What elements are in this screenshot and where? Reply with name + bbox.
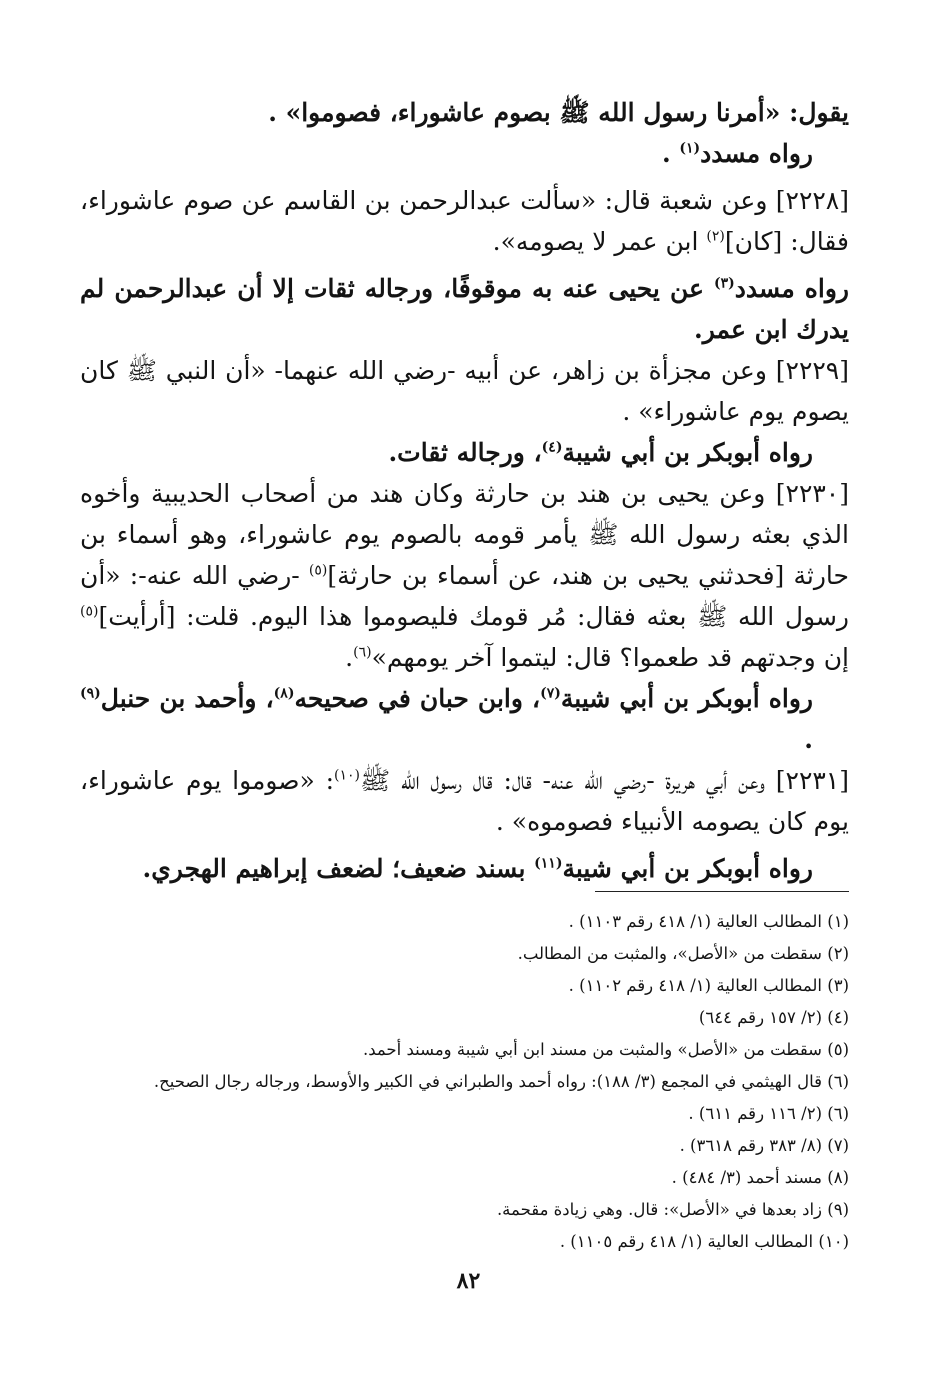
paragraph-source-2231: رواه أبوبكر بن أبي شيبة$^{(١١)}$ بسند ضعيف؛ لضعف إبراهيم الهجري.: [142, 854, 813, 883]
footnote-ref[interactable]: (١١): [534, 855, 563, 872]
footnote: (٤) (٢/ ١٥٧ رقم ٦٤٤): [698, 1008, 849, 1027]
page-number: ٨٢: [456, 1268, 481, 1294]
footnote: (٨) مسند أحمد (٣/ ٤٨٤) .: [671, 1168, 849, 1187]
footnote: (٧) (٨/ ٣٨٣ رقم ٣٦١٨) .: [679, 1136, 849, 1155]
main-text: [80, 92, 849, 889]
hadith-2229: [٢٢٢٩] وعن مجزأة بن زاهر، عن أبيه -رضي الله عنهما- «أن النبي ﷺ كان يصوم يوم عاشوراء» .: [80, 356, 849, 426]
footnote-ref[interactable]: (٧): [540, 685, 561, 702]
footnote-ref[interactable]: (٥): [80, 603, 99, 620]
paragraph-source-1: رواه مسدد$^{(١)}$ .: [661, 139, 813, 168]
footnote: (٦) (٢/ ١١٦ رقم ٦١١) .: [688, 1104, 849, 1123]
hadith-2230: [٢٢٣٠] وعن يحيى بن هند بن حارثة وكان هند من أصحاب الحديبية وأخوه الذي بعثه رسول الله ﷺ يأمر قومه بالصوم يوم عاشوراء، وهو أسماء بن حارثة [فحدثني يحيى بن هند، عن أسماء بن حارثة]$^{(٥)}$ -رضي الله عنه-: «أن رسول الله ﷺ بعثه فقال: مُر قومك فليصوموا هذا اليوم. قلت: [أرأيت]$^{(٥)}$ إن وجدتهم قد طعموا؟ قال: ليتموا آخر يومهم»$^{(٦)}$.: [80, 479, 849, 672]
footnote-ref[interactable]: (٣): [714, 275, 735, 292]
footnote: (٢) سقطت من «الأصل»، والمثبت من المطالب.: [517, 944, 849, 963]
paragraph-source-2229: رواه أبوبكر بن أبي شيبة$^{(٤)}$، ورجاله ثقات.: [388, 438, 813, 467]
footnote-ref[interactable]: (٨): [273, 685, 295, 702]
footnote-ref[interactable]: (٦): [353, 644, 372, 661]
hadith-2228: [٢٢٢٨] وعن شعبة قال: «سألت عبدالرحمن بن القاسم عن صوم عاشوراء، فقال: [كان]$^{(٢)}$ ابن عمر لا يصومه».: [80, 186, 849, 256]
footnotes: [60, 906, 849, 1258]
footnote: (١٠) المطالب العالية (١/ ٤١٨ رقم ١١٠٥) .: [559, 1232, 849, 1251]
paragraph-source-2228: رواه مسدد$^{(٣)}$ عن يحيى عنه به موقوفًا، ورجاله ثقات إلا أن عبدالرحمن لم يدرك ابن عمر.: [80, 274, 850, 344]
footnote: (٩) زاد بعدها في «الأصل»: قال. وهي زيادة مقحمة.: [496, 1200, 849, 1219]
footnote-ref[interactable]: (٩): [80, 685, 101, 702]
footnote-ref[interactable]: (٤): [541, 439, 563, 456]
footnote-ref[interactable]: (١٠): [334, 767, 360, 784]
footnote-ref[interactable]: (٥): [308, 562, 328, 579]
footnote: (١) المطالب العالية (١/ ٤١٨ رقم ١١٠٣) .: [568, 912, 849, 931]
paragraph-source-2230: رواه أبوبكر بن أبي شيبة$^{(٧)}$، وابن حبان في صحيحه$^{(٨)}$، وأحمد بن حنبل$^{(٩)}$ .: [80, 684, 813, 754]
footnote-divider: [595, 891, 849, 892]
hadith-2231: [٢٢٣١] وعن أبي هريرة -رضي الله عنه- قال: قال رسول الله ﷺ$^{(١٠)}$: «صوموا يوم عاشوراء، يوم كان يصومه الأنبياء فصوموه» .: [80, 766, 849, 836]
footnote-ref[interactable]: (١): [679, 140, 701, 157]
footnote: (٦) قال الهيثمي في المجمع (٣/ ١٨٨): رواه أحمد والطبراني في الكبير والأوسط، ورجاله رجال الصحيح.: [153, 1072, 849, 1091]
footnote: (٣) المطالب العالية (١/ ٤١٨ رقم ١١٠٢) .: [568, 976, 849, 995]
footnote-ref[interactable]: (٢): [706, 228, 725, 245]
paragraph-opening: يقول: «أمرنا رسول الله ﷺ بصوم عاشوراء، فصوموا» .: [268, 98, 849, 127]
footnote: (٥) سقطت من «الأصل» والمثبت من مسند ابن أبي شيبة ومسند أحمد.: [362, 1040, 849, 1059]
